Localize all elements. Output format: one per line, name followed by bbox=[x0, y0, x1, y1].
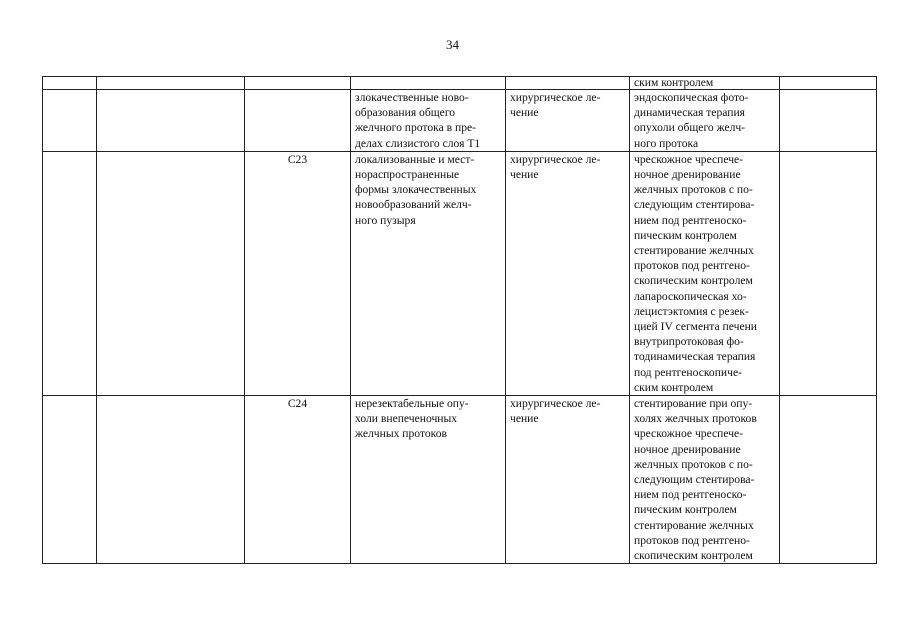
model-patient-cell bbox=[351, 77, 506, 90]
table-cell bbox=[780, 77, 877, 90]
treatment-method-cell: ским контролем bbox=[630, 77, 780, 90]
table-cell bbox=[97, 151, 245, 395]
diagnosis-code-cell: C24 bbox=[245, 396, 351, 564]
table-row bbox=[43, 151, 877, 395]
table-row bbox=[43, 396, 877, 564]
treatment-type-cell: хирургическое ле- чение bbox=[506, 396, 630, 564]
model-patient-cell: нерезектабельные опу- холи внепеченочных желчных протоков bbox=[351, 396, 506, 564]
table-cell bbox=[43, 396, 97, 564]
model-patient-cell: злокачественные ново- образования общего желчного протока в пре- делах слизистого слоя T1 bbox=[351, 90, 506, 152]
table-cell bbox=[780, 90, 877, 152]
table-cell bbox=[43, 151, 97, 395]
table-cell bbox=[43, 90, 97, 152]
table-cell bbox=[97, 90, 245, 152]
table-cell bbox=[97, 396, 245, 564]
model-patient-cell: локализованные и мест- нораспространенные формы злокачественных новообразований желч- ного пузыря bbox=[351, 151, 506, 395]
diagnosis-code-cell: C23 bbox=[245, 151, 351, 395]
treatment-method-cell: стентирование при опу- холях желчных протоков чрескожное чреспече- ночное дренирование желчных протоков с по- следующим стентирова- нием под рентгеноско- пическим контролем стентирование желчных протоков под рентгено- скопическим контролем bbox=[630, 396, 780, 564]
diagnosis-code-cell bbox=[245, 77, 351, 90]
table-cell bbox=[780, 151, 877, 395]
table-cell bbox=[97, 77, 245, 90]
medical-care-table bbox=[42, 76, 877, 564]
diagnosis-code-cell bbox=[245, 90, 351, 152]
treatment-method-cell: чрескожное чреспече- ночное дренирование желчных протоков с по- следующим стентирова- нием под рентгеноско- пическим контролем стентирование желчных протоков под рентгено- скопическим контролем лапароскопическая хо- лецистэктомия с резек- цией IV сегмента печени внутрипротоковая фо- тодинамическая терапия под рентгеноскопиче- ским контролем bbox=[630, 151, 780, 395]
treatment-type-cell: хирургическое ле- чение bbox=[506, 151, 630, 395]
treatment-type-cell: хирургическое ле- чение bbox=[506, 90, 630, 152]
table-row bbox=[43, 90, 877, 152]
table-cell bbox=[43, 77, 97, 90]
table-row bbox=[43, 77, 877, 90]
treatment-type-cell bbox=[506, 77, 630, 90]
table-cell bbox=[780, 396, 877, 564]
page-number: 34 bbox=[446, 37, 459, 52]
treatment-method-cell: эндоскопическая фото- динамическая терапия опухоли общего желч- ного протока bbox=[630, 90, 780, 152]
